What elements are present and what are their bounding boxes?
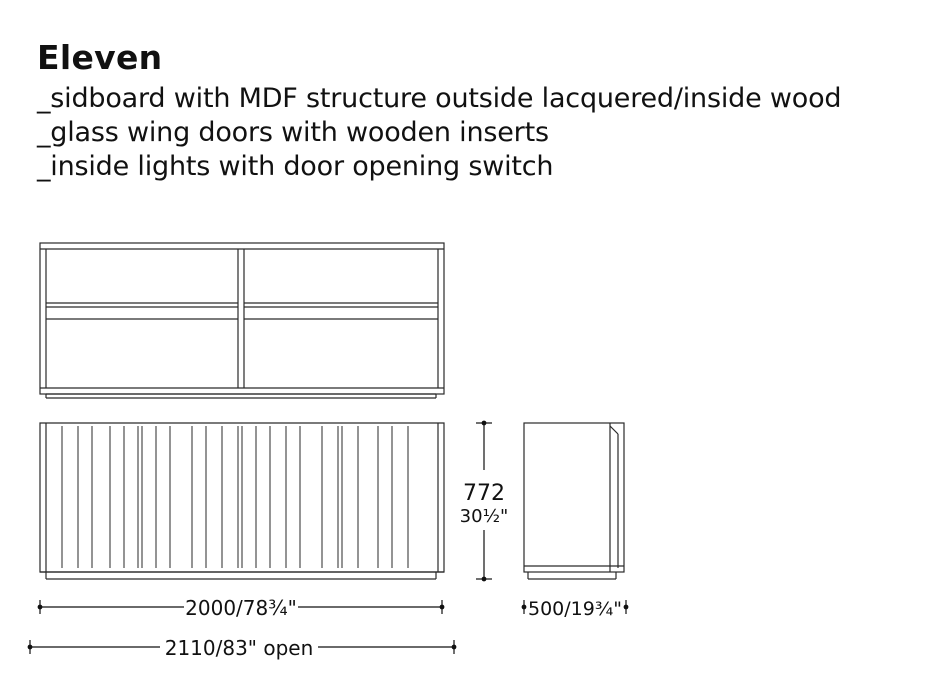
width-open-label: 2110/83" open: [164, 636, 314, 660]
depth-label: 500/19¾": [528, 598, 622, 620]
height-mm-label: 772: [463, 481, 505, 506]
width-closed-label: 2000/78¾": [185, 596, 297, 620]
description-line-lights: _inside lights with door opening switch: [37, 151, 554, 182]
description-line-doors: _glass wing doors with wooden inserts: [37, 117, 549, 148]
door-insert-lines: [62, 426, 408, 568]
description-line-structure: _sidboard with MDF structure outside lacquered/inside wood: [37, 83, 842, 114]
height-in-label: 30½": [459, 506, 509, 527]
top-view: [40, 243, 444, 398]
product-title: Eleven: [37, 38, 163, 77]
side-view: [524, 423, 624, 579]
front-view: [40, 423, 444, 579]
